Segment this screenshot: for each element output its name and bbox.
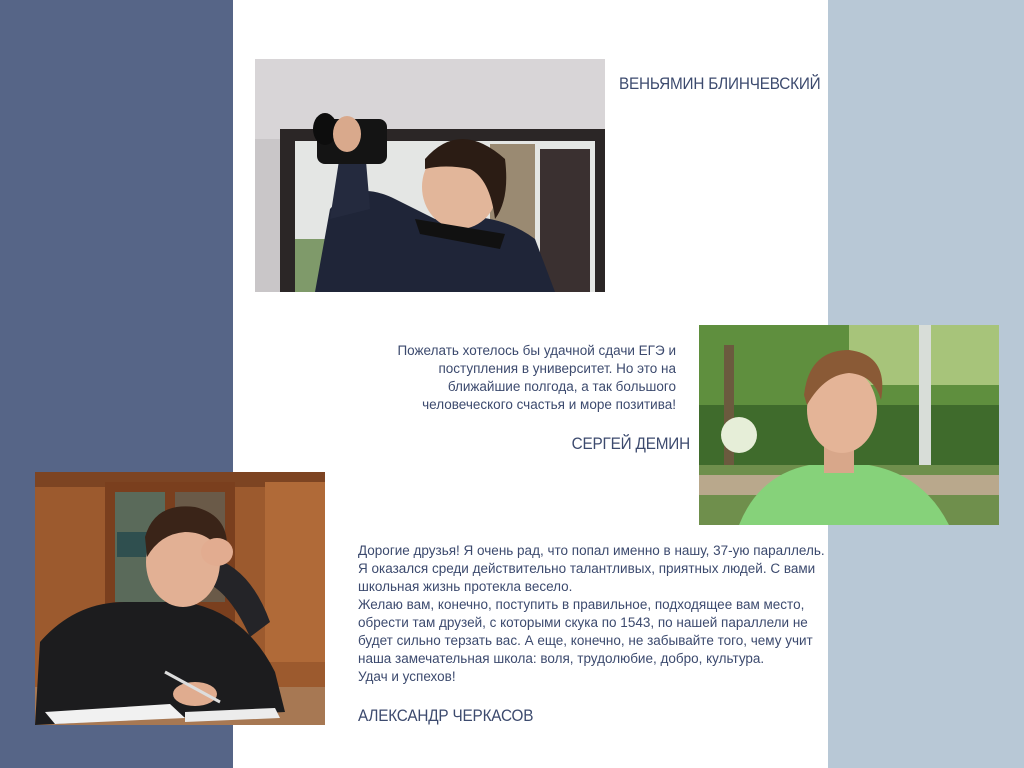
quote-sergey-demin: Пожелать хотелось бы удачной сдачи ЕГЭ и поступления в университет. Но это на ближайшие полгода, а так большого человеческого счастья и море позитива!: [397, 343, 676, 412]
quote-aleksandr-cherkasov: Дорогие друзья! Я очень рад, что попал именно в нашу, 37-ую параллель. Я оказался среди действительно талантливых, приятных людей. С вами школьная жизнь протекла весело. Желаю вам, конечно, поступить в правильное, подходящее вам место, обрести там друзей, с которыми скука по 1543, по нашей параллели не будет сильно терзать вас. А еще, конечно, не забывайте того, чему учит наша замечательная школа: воля, трудолюбие, добро, культура. Удач и успехов!: [358, 543, 825, 684]
name-aleksandr-cherkasov: АЛЕКСАНДР ЧЕРКАСОВ: [358, 706, 534, 725]
photo-sergey-demin: [699, 325, 999, 525]
name-sergey-demin: СЕРГЕЙ ДЕМИН: [571, 434, 690, 453]
photo-aleksandr-cherkasov: [35, 472, 325, 725]
boy-green-tshirt-image: [699, 325, 999, 525]
photo-veniamin-blinchevsky: [255, 59, 605, 292]
name-veniamin-blinchevsky: ВЕНЬЯМИН БЛИНЧЕВСКИЙ: [619, 74, 821, 93]
photographer-image: [255, 59, 605, 292]
boy-at-desk-image: [35, 472, 325, 725]
